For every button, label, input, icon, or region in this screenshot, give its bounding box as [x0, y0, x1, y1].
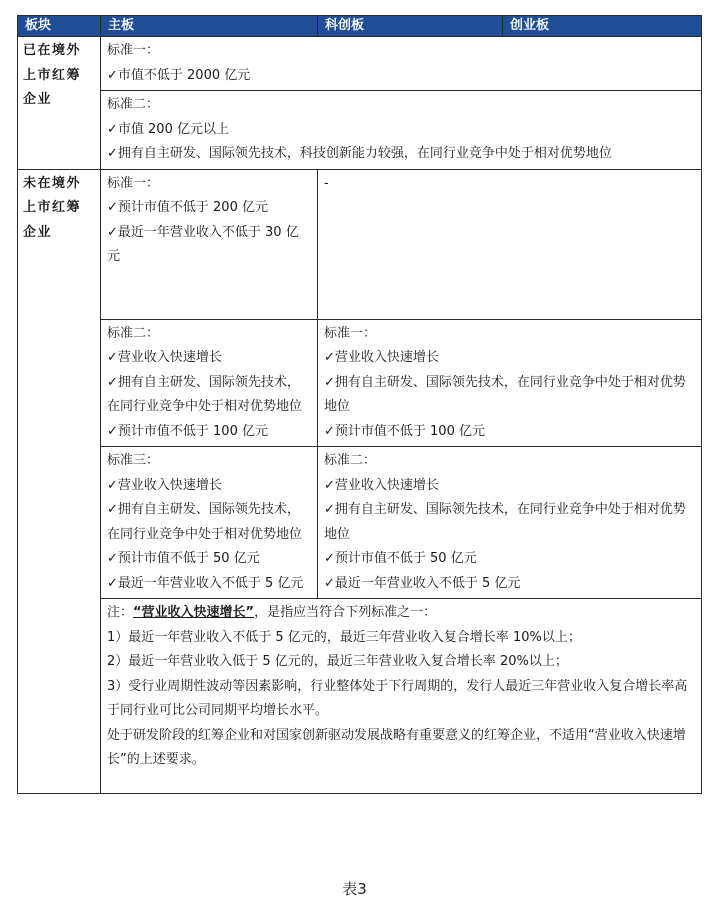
cell-star-std1	[318, 319, 702, 447]
criterion: ✓预计市值不低于 100 亿元	[107, 423, 268, 439]
criterion: ✓市值 200 亿元以上	[107, 121, 229, 137]
row-notlisted-2	[18, 319, 702, 447]
std-title: 标准二：	[107, 325, 160, 341]
criterion: ✓拥有自主研发、国际领先技术，科技创新能力较强，在同行业竞争中处于相对优势地位	[107, 146, 612, 161]
cell-main-std1	[101, 169, 318, 319]
cell-listed-std1	[101, 37, 702, 91]
row-notlisted-3	[18, 447, 702, 599]
header-main-board: 主板	[101, 16, 318, 37]
criterion: ✓预计市值不低于 50 亿元	[107, 551, 260, 566]
header-row	[18, 16, 702, 37]
note-item: 3）受行业周期性波动等因素影响，行业整体处于下行周期的，发行人最近三年营业收入复合增长率高于同行业可比公司同期平均增长水平。	[107, 678, 688, 718]
note-term: “营业收入快速增长”	[133, 605, 255, 620]
std-title: 标准一：	[324, 325, 377, 341]
criterion: ✓营业收入快速增长	[107, 350, 222, 365]
criterion: ✓营业收入快速增长	[324, 477, 439, 493]
criterion: ✓拥有自主研发、国际领先技术，在同行业竞争中处于相对优势地位	[324, 502, 686, 542]
note-item: 处于研发阶段的红筹企业和对国家创新驱动发展战略有重要意义的红筹企业，不适用“营业收入快速增长”的上述要求。	[107, 727, 686, 767]
cell-listed-std2	[101, 91, 702, 170]
criterion: ✓最近一年营业收入不低于 30 亿元	[107, 224, 299, 264]
std-title: 标准一：	[107, 43, 160, 58]
cell-main-std2	[101, 319, 318, 447]
criterion: ✓预计市值不低于 100 亿元	[324, 423, 485, 439]
criterion: ✓营业收入快速增长	[324, 350, 439, 365]
criterion: ✓最近一年营业收入不低于 5 亿元	[107, 575, 304, 591]
note-item: 2）最近一年营业收入低于 5 亿元的，最近三年营业收入复合增长率 20%以上；	[107, 654, 568, 669]
cell-star-placeholder: -	[318, 169, 702, 319]
std-title: 标准二：	[324, 453, 377, 468]
std-title: 标准一：	[107, 175, 160, 191]
criterion: ✓预计市值不低于 200 亿元	[107, 200, 268, 215]
row-note	[18, 599, 702, 794]
header-gem: 创业板	[503, 16, 702, 37]
sector-not-listed: 未在境外上市红筹企业	[18, 169, 101, 794]
criterion: ✓市值不低于 2000 亿元	[107, 67, 251, 83]
criterion: ✓营业收入快速增长	[107, 477, 222, 493]
note-suffix: ，是指应当符合下列标准之一：	[254, 605, 437, 620]
cell-star-std2	[318, 447, 702, 599]
table-caption: 表3	[342, 880, 367, 898]
criterion: ✓预计市值不低于 50 亿元	[324, 551, 477, 566]
note-heading	[107, 601, 695, 626]
std-title: 标准三：	[107, 453, 160, 468]
criterion: ✓最近一年营业收入不低于 5 亿元	[324, 575, 521, 591]
document-page	[17, 15, 701, 794]
note-item: 1）最近一年营业收入不低于 5 亿元的，最近三年营业收入复合增长率 10%以上；	[107, 629, 581, 645]
row-listed-std2	[18, 91, 702, 170]
criterion: ✓拥有自主研发、国际领先技术，在同行业竞争中处于相对优势地位	[107, 502, 303, 542]
listing-standards-table	[17, 15, 702, 794]
sector-listed-abroad: 已在境外上市红筹企业	[18, 37, 101, 170]
cell-note	[101, 599, 702, 794]
criterion: ✓拥有自主研发、国际领先技术，在同行业竞争中处于相对优势地位	[324, 374, 686, 414]
row-listed-std1	[18, 37, 702, 91]
criterion: ✓拥有自主研发、国际领先技术，在同行业竞争中处于相对优势地位	[107, 374, 303, 414]
header-star-market: 科创板	[318, 16, 503, 37]
std-title: 标准二：	[107, 97, 160, 112]
header-sector: 板块	[18, 16, 101, 37]
cell-main-std3	[101, 447, 318, 599]
row-notlisted-1	[18, 169, 702, 319]
note-prefix: 注：	[107, 605, 134, 620]
